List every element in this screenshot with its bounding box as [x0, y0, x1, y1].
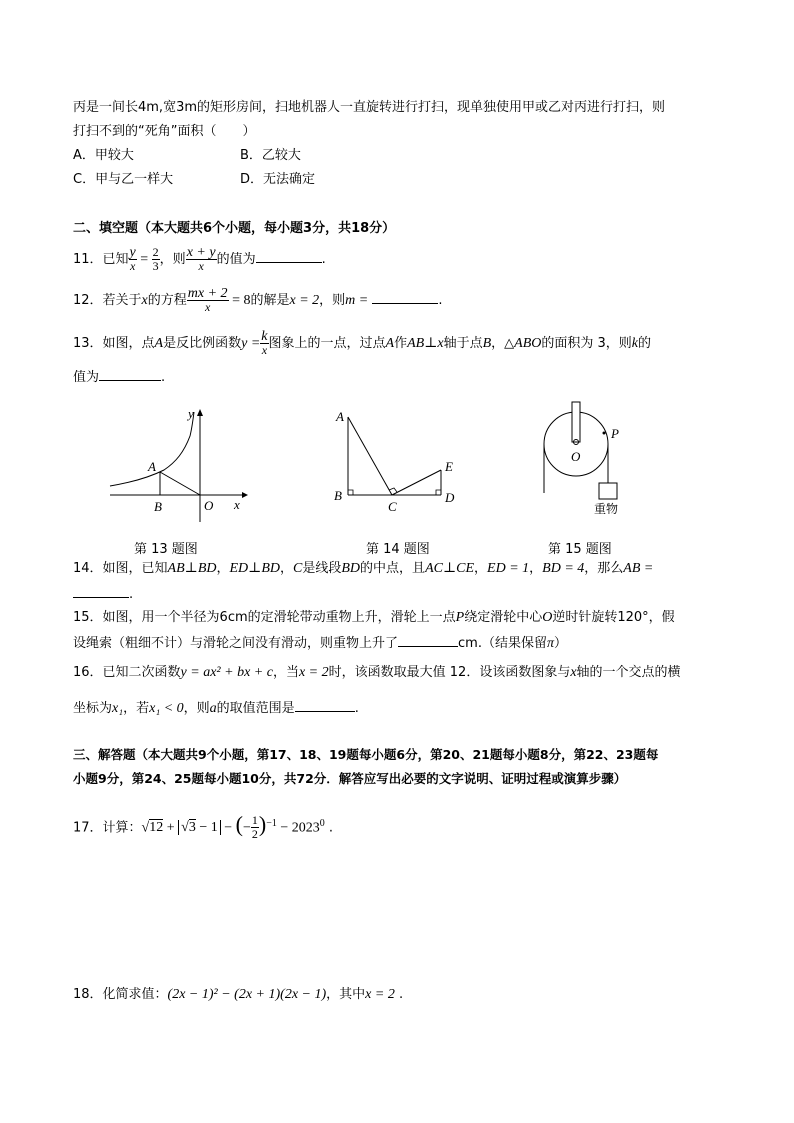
q15-line2c: ）: [553, 636, 567, 651]
q17-sqrt12: √12: [141, 820, 164, 836]
q13-line1: [73, 329, 651, 359]
q11-num2: 2: [152, 245, 159, 259]
q15-pi: π: [546, 636, 554, 651]
q13-y-eq: y =: [241, 336, 261, 351]
fig14-label-c: C: [388, 499, 397, 514]
q16-line2a: 坐标为: [73, 701, 113, 716]
section3-line2: 小题9分，第24、25题每小题10分，共72分．解答应写出必要的文字说明、证明过程或演算步骤）: [73, 771, 627, 786]
q11-suffix: 的值为: [216, 252, 256, 267]
q11-eq: =: [136, 252, 152, 267]
q10-line2: 打扫不到的“死角”面积（ ）: [73, 124, 256, 139]
q13-prefix: 13．如图，点: [73, 336, 155, 351]
q13-text6: 的面积为 3，则: [541, 336, 632, 351]
q10-option-d: D．无法确定: [240, 172, 316, 187]
q18-prefix: 18．化简求值：: [73, 987, 168, 1002]
q14-end: .: [129, 587, 134, 602]
q17-exp0: 0: [319, 818, 325, 829]
fig14-label-d: D: [445, 490, 455, 505]
fig15-weight-box: [599, 483, 617, 499]
q15-answer-blank[interactable]: [398, 632, 458, 647]
q16-text1: ，当: [272, 665, 299, 680]
q13-text5: ，△: [491, 336, 515, 351]
q16-answer-blank[interactable]: [295, 697, 355, 712]
figure-13: [104, 404, 254, 524]
q17-minus1: − 1: [195, 820, 218, 836]
q13-text2: 图象上的一点，过点: [268, 336, 386, 351]
figure-15: [536, 400, 646, 522]
q12-num: mx + 2: [187, 286, 228, 301]
fig13-label-x: x: [234, 497, 240, 512]
q13-text4: 轴于点: [443, 336, 483, 351]
q17-paren-open: (: [235, 811, 243, 837]
q10-line1: 丙是一间长4m,宽3m的矩形房间，扫地机器人一直旋转进行打扫，现单独使用甲或乙对丙进行打扫，则: [73, 100, 666, 115]
q13-line2: [73, 366, 165, 388]
q12-var-x: x: [141, 293, 148, 308]
fig13-label-b: B: [154, 499, 162, 514]
q13-point-a2: A: [385, 336, 395, 351]
q11-end: .: [321, 252, 326, 267]
fig14-right-angle-b: [348, 490, 353, 495]
q17-sqrt3-value: 3: [188, 820, 196, 836]
q16-x2: x = 2: [298, 665, 329, 680]
q17-half-den: 2: [251, 827, 258, 842]
q11-den1: x: [129, 259, 136, 273]
fig13-hyperbola: [110, 412, 194, 486]
q17-plus: +: [163, 820, 179, 836]
q13-den: x: [261, 343, 268, 357]
q14-text3: ，那么: [584, 561, 624, 576]
fig13-y-arrow: [197, 409, 203, 416]
q11-den2: 3: [152, 259, 159, 273]
q15-o: O: [542, 610, 553, 625]
q15-line2: [73, 632, 567, 654]
q14-answer-blank[interactable]: [73, 583, 129, 598]
q12-den: x: [205, 300, 211, 314]
q15-text2: 逆时针旋转120°，假: [552, 610, 675, 625]
q10-option-a: A．甲较大: [73, 148, 134, 163]
fig14-label-e: E: [445, 459, 453, 474]
q17-minus3: − 2023: [276, 820, 320, 836]
fig13-label-y: y: [188, 406, 194, 421]
q14-ed: ED = 1: [487, 561, 530, 576]
q13-abo: ABO: [514, 336, 542, 351]
q11: [73, 246, 326, 274]
q18-cond: x = 2: [365, 987, 395, 1002]
fig15-label-o: O: [571, 449, 581, 464]
q13-end: .: [161, 370, 166, 385]
q11-den3: x: [198, 259, 204, 273]
q17-half-num: 1: [251, 813, 258, 828]
fig14-label-b: B: [334, 488, 342, 503]
q17-paren-close: ): [258, 811, 267, 837]
q12-m-eq: m =: [345, 293, 369, 308]
q14-line1: [73, 559, 653, 579]
q11-mid: ，则: [159, 252, 186, 267]
q10-option-b: B．乙较大: [240, 148, 301, 163]
fig15-label-weight: 重物: [594, 502, 619, 516]
q12-eq8: = 8: [228, 293, 251, 308]
q11-frac-xyx: [186, 246, 217, 273]
q17-abs: √3 − 1: [178, 820, 221, 835]
q18: [73, 985, 403, 1005]
q14-perp3: AC⊥CE: [425, 561, 475, 576]
q13-k: k: [631, 336, 639, 351]
fig15-mount: [572, 402, 580, 442]
fig14-label-a: A: [336, 409, 344, 424]
q11-prefix: 11．已知: [73, 252, 129, 267]
q11-frac-23: [152, 246, 160, 273]
q11-num1: y: [129, 245, 136, 260]
q10-option-c: C．甲与乙一样大: [73, 172, 174, 187]
q16-end: .: [354, 701, 359, 716]
q13-num: k: [261, 329, 268, 344]
q16-x1: x₁: [112, 701, 124, 716]
q14-sep2: ，: [280, 561, 294, 576]
fig15-caption: 第 15 题图: [548, 542, 612, 557]
q13-line2-text: 值为: [73, 370, 100, 385]
fig13-label-o: O: [204, 498, 214, 513]
q15-line2a: 设绳索（粗细不计）与滑轮之间没有滑动，则重物上升了: [73, 636, 399, 651]
q15-text-start: 15．如图，用一个半径为6cm的定滑轮带动重物上升，滑轮上一点: [73, 610, 456, 625]
fig14-right-angle-d: [436, 490, 441, 495]
q12-answer-blank[interactable]: [372, 289, 438, 304]
q13-perp: AB⊥x: [407, 336, 444, 351]
q16-text4: ，若: [123, 701, 150, 716]
section3-line1: 三、解答题（本大题共9个小题，第17、18、19题每小题6分，第20、21题每小题8分，第22、23题每: [73, 747, 659, 762]
q15-text1: 绕定滑轮中心: [464, 610, 543, 625]
q16-cond: x₁ < 0: [149, 701, 184, 716]
q13-point-a: A: [154, 336, 164, 351]
q13-text7: 的: [638, 336, 652, 351]
q14-sep4: ，: [529, 561, 543, 576]
q15-p: P: [455, 610, 465, 625]
q17: [73, 810, 333, 842]
q17-half: [251, 814, 259, 841]
fig14-caption: 第 14 题图: [366, 542, 430, 557]
q17-minus2: −: [220, 820, 236, 836]
q17-neg: −: [242, 820, 251, 836]
fig15-point-p: [603, 432, 606, 435]
fig13-ao-line: [160, 472, 200, 495]
q12: [73, 287, 443, 315]
q12-text3: ，则: [319, 293, 346, 308]
q14-ab: AB =: [623, 561, 654, 576]
q15-line1: [73, 608, 675, 628]
fig13-label-a: A: [148, 459, 156, 474]
q16-prefix: 16．已知二次函数: [73, 665, 181, 680]
q13-point-b: B: [482, 336, 492, 351]
q16-a: a: [209, 701, 217, 716]
q13-answer-blank[interactable]: [99, 366, 161, 381]
q14-text-start: 14．如图，已知: [73, 561, 168, 576]
figure-14: [330, 404, 460, 516]
q13-frac: [260, 330, 268, 357]
q14-text2: 的中点，且: [360, 561, 426, 576]
fig15-label-p: P: [611, 426, 619, 441]
q16-line1: [73, 663, 681, 683]
q17-sqrt12-value: 12: [149, 820, 164, 836]
q18-end: .: [394, 987, 404, 1002]
q11-num3: x + y: [186, 245, 216, 260]
q14-perp2: ED⊥BD: [229, 561, 280, 576]
q14-sep3: ，: [474, 561, 488, 576]
q13-text3: 作: [394, 336, 408, 351]
q14-bd: BD = 4: [542, 561, 585, 576]
q14-perp1: AB⊥BD: [167, 561, 217, 576]
q14-text1: 是线段: [302, 561, 342, 576]
q16-text6: 的取值范围是: [216, 701, 295, 716]
q14-sep1: ，: [216, 561, 230, 576]
fig13-caption: 第 13 题图: [134, 542, 198, 557]
q16-text2: 时，该函数取最大值 12．设该函数图象与: [328, 665, 571, 680]
q11-frac-yx: [129, 246, 137, 273]
q17-prefix: 17．计算：: [73, 820, 142, 836]
fig14-ac: [348, 417, 392, 495]
q16-line2: [73, 697, 359, 719]
q14-c: C: [293, 561, 303, 576]
q16-x: x: [570, 665, 577, 680]
fig13-x-arrow: [242, 492, 248, 498]
q13-text1: 是反比例函数: [163, 336, 242, 351]
q18-text1: ，其中: [326, 987, 366, 1002]
q14-line2: [73, 583, 133, 605]
q12-text1: 的方程: [147, 293, 187, 308]
q16-func: y = ax² + bx + c: [180, 665, 273, 680]
fig14-ce: [392, 470, 441, 495]
section2-heading: 二、填空题（本大题共6个小题，每小题3分，共18分）: [73, 221, 396, 236]
q18-expr: (2x − 1)² − (2x + 1)(2x − 1): [167, 987, 327, 1002]
q16-text5: ，则: [183, 701, 210, 716]
q11-answer-blank[interactable]: [256, 248, 322, 263]
q12-sol: x = 2: [289, 293, 320, 308]
q12-prefix: 12．若关于: [73, 293, 142, 308]
q16-text3: 轴的一个交点的横: [576, 665, 681, 680]
q17-end: .: [324, 820, 334, 836]
q14-bd-seg: BD: [341, 561, 361, 576]
q17-exp: −1: [266, 818, 277, 829]
q15-line2b: cm.（结果保留: [458, 636, 547, 651]
q12-end: .: [438, 293, 443, 308]
q12-frac: [187, 287, 229, 314]
q12-text2: 的解是: [250, 293, 290, 308]
